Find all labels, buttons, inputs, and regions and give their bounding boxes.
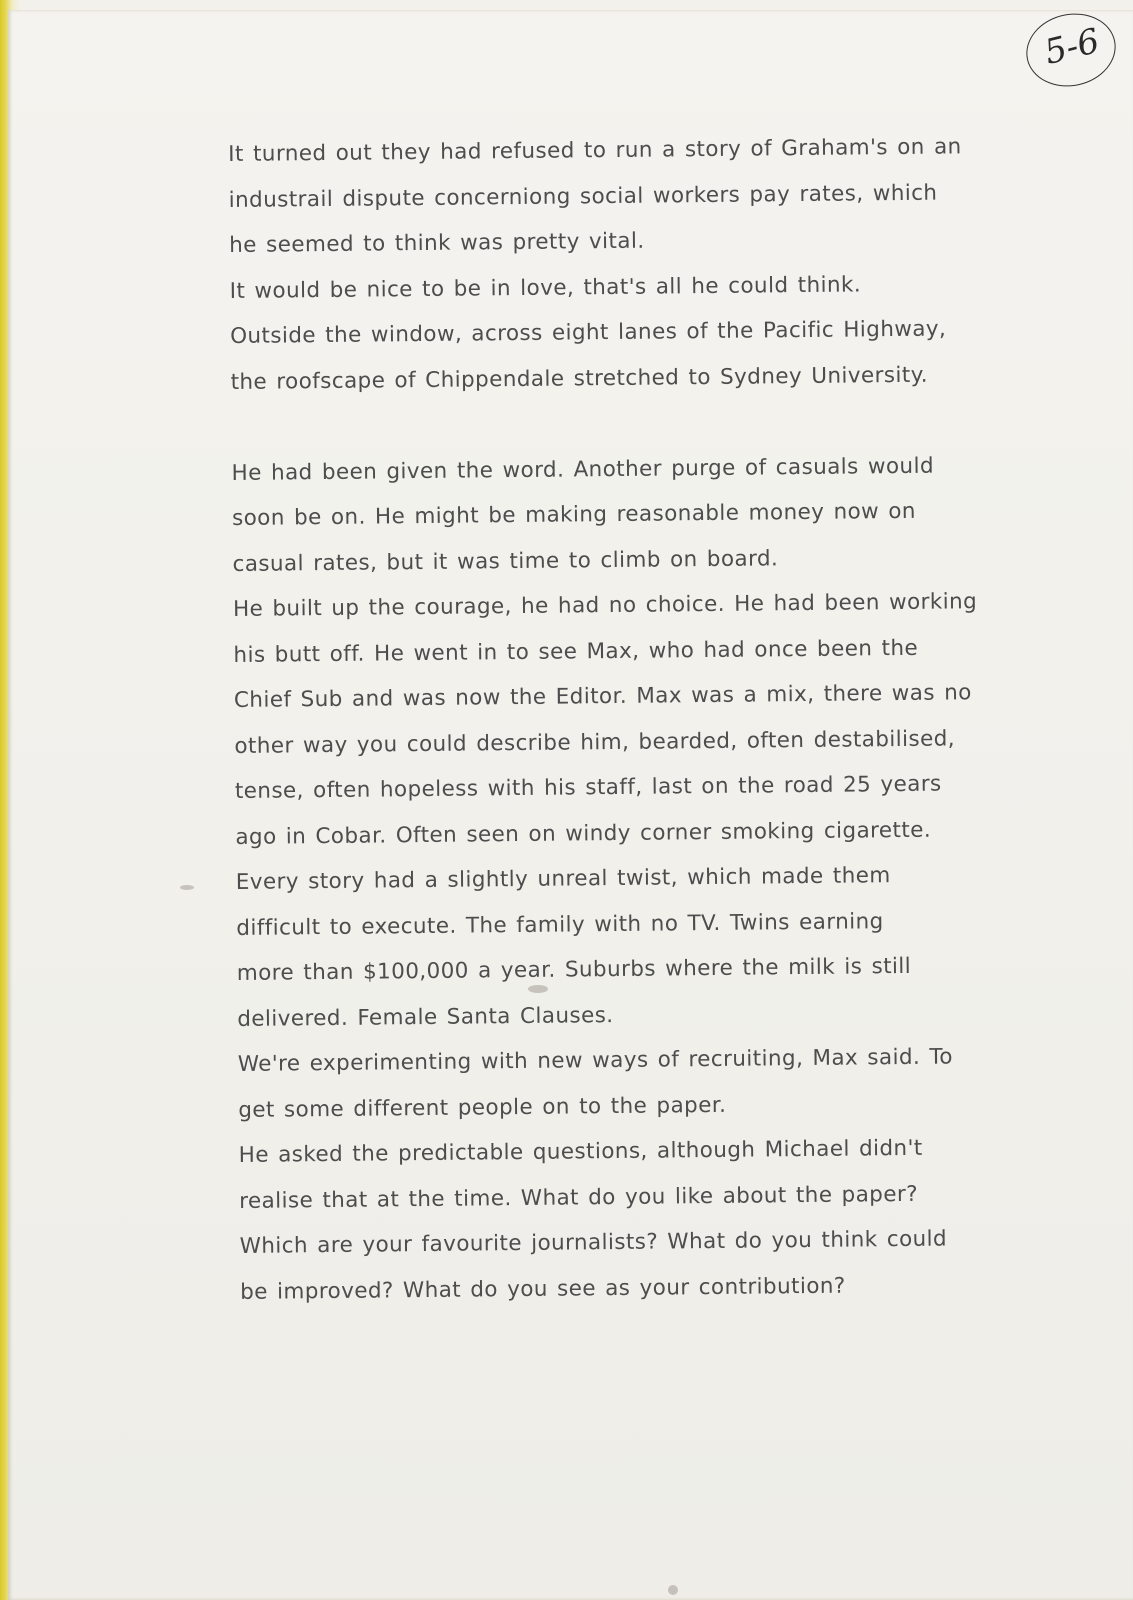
text-line: realise that at the time. What do you like about the paper?	[239, 1181, 919, 1214]
text-line: be improved? What do you see as your contribution?	[240, 1273, 846, 1305]
text-line: He had been given the word. Another purge of casuals would	[231, 453, 935, 486]
text-line: Chief Sub and was now the Editor. Max was a mix, there was no	[233, 680, 972, 713]
text-line: Outside the window, across eight lanes of the Pacific Highway,	[230, 316, 947, 349]
text-line: He asked the predictable questions, although Michael didn't	[238, 1135, 923, 1168]
text-line: He built up the courage, he had no choice. He had been working	[232, 589, 978, 622]
paragraph-break	[231, 397, 1001, 451]
text-line: Every story had a slightly unreal twist, which made them	[235, 863, 891, 895]
text-line: he seemed to think was pretty vital.	[229, 228, 645, 258]
dust-speck	[180, 885, 194, 890]
text-line: other way you could describe him, bearded, often destabilised,	[234, 725, 956, 759]
text-line: tense, often hopeless with his staff, last on the road 25 years	[234, 771, 942, 804]
manuscript-body	[228, 124, 1010, 1315]
page-number-mark: 5-6	[1040, 20, 1104, 74]
text-line: get some different people on to the paper.	[238, 1092, 727, 1123]
text-line: difficult to execute. The family with no TV. Twins earning	[236, 908, 884, 941]
text-line: ago in Cobar. Often seen on windy corner smoking cigarette.	[235, 817, 932, 850]
text-line: delivered. Female Santa Clauses.	[237, 1002, 614, 1032]
text-line: It turned out they had refused to run a story of Graham's on an	[228, 134, 962, 167]
dust-speck	[668, 1585, 678, 1595]
text-line: industrail dispute concerniong social workers pay rates, which	[228, 180, 938, 213]
text-line: soon be on. He might be making reasonable money now on	[231, 498, 917, 531]
paragraph-1	[228, 124, 1001, 405]
text-line: the roofscape of Chippendale stretched to Sydney University.	[230, 362, 929, 395]
text-line: casual rates, but it was time to climb on board.	[232, 545, 779, 577]
text-line: more than $100,000 a year. Suburbs where the milk is still	[236, 953, 912, 986]
text-line: We're experimenting with new ways of recruiting, Max said. To	[237, 1044, 953, 1077]
paragraph-2	[231, 442, 1010, 1315]
text-line: his butt off. He went in to see Max, who had once been the	[233, 635, 919, 668]
text-line: Which are your favourite journalists? What do you think could	[239, 1226, 948, 1259]
text-line: It would be nice to be in love, that's all he could think.	[229, 271, 862, 304]
